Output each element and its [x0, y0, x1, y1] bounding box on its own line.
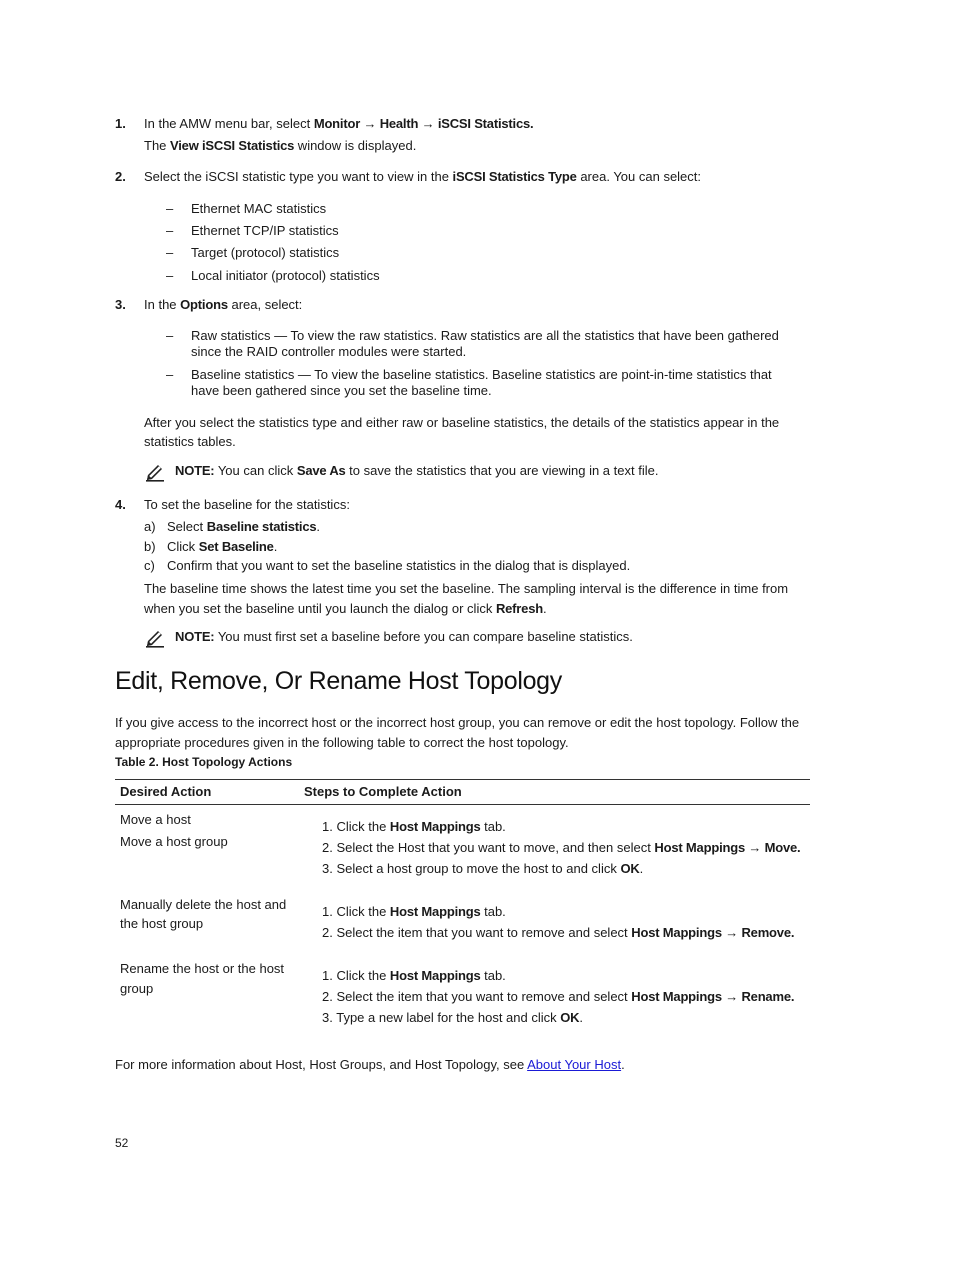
text-run: . [639, 861, 644, 876]
refresh-term: Refresh [495, 601, 543, 616]
step-text [144, 115, 533, 133]
text-run: In the [144, 297, 181, 312]
paragraph-cont: statistics tables. [144, 434, 236, 449]
text-run: . [316, 519, 321, 534]
tab-name: Host Mappings [389, 904, 481, 919]
text-run: tab. [480, 819, 506, 834]
list-item: Ethernet TCP/IP statistics [191, 223, 339, 238]
text-run: Select the iSCSI statistic type you want to view in the [144, 169, 453, 184]
area-name: Options [180, 297, 228, 312]
list-item: Ethernet MAC statistics [191, 201, 327, 216]
text-run: . [621, 1057, 625, 1072]
paragraph: The baseline time shows the latest time you set the baseline. The sampling interval is the difference in time from [144, 581, 789, 596]
dash-bullet: – [166, 367, 174, 382]
table-step [322, 860, 643, 878]
note-label: NOTE: [175, 629, 215, 644]
substep-label: a) [144, 519, 156, 534]
table-step [322, 1009, 583, 1027]
text-run: The [144, 138, 171, 153]
table-step [322, 903, 506, 921]
substep-label: c) [144, 558, 155, 573]
step-number: 3. [115, 297, 126, 312]
table-top-rule [115, 779, 810, 780]
pencil-note-icon [145, 628, 165, 648]
option-name: Baseline statistics [206, 519, 317, 534]
table-cell-action: the host group [120, 916, 204, 931]
text-run: For more information about Host, Host Groups, and Host Topology, see [115, 1057, 528, 1072]
table-step [322, 924, 794, 942]
table-cell-action: Move a host [120, 812, 191, 827]
save-as-term: Save As [296, 463, 346, 478]
table-caption: Table 2. Host Topology Actions [115, 755, 293, 769]
button-name: Set Baseline [198, 539, 274, 554]
substep [167, 518, 320, 536]
step-result [144, 137, 416, 155]
paragraph: After you select the statistics type and either raw or baseline statistics, the details of the statistics appear in the [144, 415, 780, 430]
menu-path: Host Mappings → Move. [654, 840, 801, 855]
text-run: . [579, 1010, 583, 1025]
text-run: In the AMW menu bar, select [144, 116, 314, 131]
dash-bullet: – [166, 245, 174, 260]
note [175, 628, 633, 646]
substep [167, 538, 277, 556]
step-number: 2. [115, 169, 126, 184]
list-item: Raw statistics — To view the raw statistics. Raw statistics are all the statistics that have been gathered [191, 328, 779, 343]
text-run: 1. Click the [322, 819, 390, 834]
table-cell-action: Rename the host or the host [120, 961, 285, 976]
text-run: . [273, 539, 278, 554]
table-cell-action: group [120, 981, 154, 996]
more-info [115, 1056, 625, 1074]
list-item-cont: since the RAID controller modules were started. [191, 344, 467, 359]
text-run: tab. [480, 968, 506, 983]
text-run: 2. Select the Host that you want to move, and then select [322, 840, 655, 855]
text-run: tab. [480, 904, 506, 919]
text-run: when you set the baseline until you launch the dialog or click [144, 601, 496, 616]
paragraph: If you give access to the incorrect host or the incorrect host group, you can remove or edit the host topology. Follow the [115, 715, 800, 730]
window-name: View iSCSI Statistics [170, 138, 295, 153]
table-header-action: Desired Action [120, 784, 212, 799]
step-number: 1. [115, 116, 126, 131]
menu-path: Host Mappings → Remove. [631, 925, 795, 940]
step-text [144, 168, 701, 186]
table-step [322, 818, 506, 836]
text-run: Select [167, 519, 207, 534]
table-step [322, 988, 794, 1006]
text-run: You must first set a baseline before you can compare baseline statistics. [214, 629, 633, 644]
dash-bullet: – [166, 223, 174, 238]
tab-name: Host Mappings [389, 968, 481, 983]
text-run: 2. Select the item that you want to remove and select [322, 989, 632, 1004]
dash-bullet: – [166, 201, 174, 216]
table-cell-action: Move a host group [120, 834, 228, 849]
text-run: . [542, 601, 547, 616]
list-item-cont: have been gathered since you set the baseline time. [191, 383, 492, 398]
text-run: to save the statistics that you are viewing in a text file. [345, 463, 659, 478]
text-run: area. You can select: [576, 169, 702, 184]
table-step [322, 967, 506, 985]
table-cell-action: Manually delete the host and [120, 897, 287, 912]
list-item: Target (protocol) statistics [191, 245, 340, 260]
pencil-note-icon [145, 462, 165, 482]
button-name: OK [560, 1010, 580, 1025]
dash-bullet: – [166, 328, 174, 343]
text-run: 3. Select a host group to move the host to and click [322, 861, 621, 876]
substep: Confirm that you want to set the baseline statistics in the dialog that is displayed. [167, 558, 631, 573]
list-item: Baseline statistics — To view the baseline statistics. Baseline statistics are point-in-time statistics that [191, 367, 772, 382]
menu-path: Monitor → Health → iSCSI Statistics. [313, 116, 534, 131]
table-header-rule [115, 804, 810, 805]
paragraph-cont: appropriate procedures given in the following table to correct the host topology. [115, 735, 569, 750]
table-header-steps: Steps to Complete Action [304, 784, 462, 799]
text-run: You can click [214, 463, 297, 478]
text-run: 3. Type a new label for the host and click [322, 1010, 561, 1025]
step-number: 4. [115, 497, 126, 512]
note-label: NOTE: [175, 463, 215, 478]
text-run: area, select: [227, 297, 303, 312]
dash-bullet: – [166, 268, 174, 283]
text-run: Click [167, 539, 199, 554]
page-number: 52 [115, 1136, 129, 1150]
tab-name: Host Mappings [389, 819, 481, 834]
section-title: Edit, Remove, Or Rename Host Topology [115, 667, 562, 695]
text-run: window is displayed. [294, 138, 417, 153]
list-item: Local initiator (protocol) statistics [191, 268, 380, 283]
table-step [322, 839, 800, 857]
substep-label: b) [144, 539, 156, 554]
menu-path: Host Mappings → Rename. [631, 989, 795, 1004]
step-text: To set the baseline for the statistics: [144, 497, 350, 512]
about-your-host-link[interactable]: About Your Host [527, 1057, 622, 1072]
step-text [144, 296, 302, 314]
text-run: 2. Select the item that you want to remove and select [322, 925, 632, 940]
button-name: OK [620, 861, 640, 876]
text-run: 1. Click the [322, 904, 390, 919]
text-run: 1. Click the [322, 968, 390, 983]
paragraph-cont [144, 600, 547, 618]
note [175, 462, 658, 480]
area-name: iSCSI Statistics Type [452, 169, 577, 184]
